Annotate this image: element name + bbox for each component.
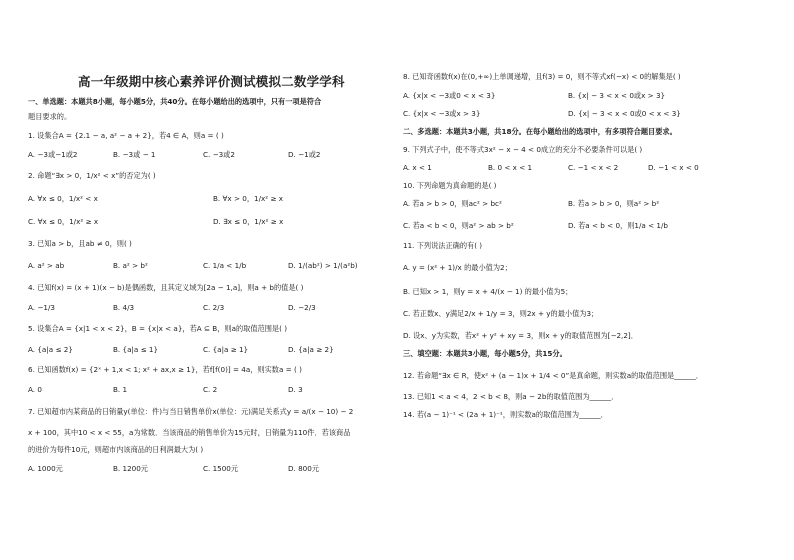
q9-option-a: A. x < 1 xyxy=(403,163,432,172)
q5-option-d: D. {a|a ≥ 2} xyxy=(288,345,334,354)
q6-option-a: A. 0 xyxy=(28,385,42,394)
q11-option-d: D. 设x、y为实数，若x² + y² + xy = 3，则x + y的取值范围为[−2,2]． xyxy=(403,331,638,340)
q5-option-b: B. {a|a ≤ 1} xyxy=(113,345,159,354)
q9-option-c: C. −1 < x < 2 xyxy=(568,163,619,172)
q1-option-a: A. −3或−1或2 xyxy=(28,150,78,159)
q9-option-b: B. 0 < x < 1 xyxy=(488,163,533,172)
q6-option-d: D. 3 xyxy=(288,385,303,394)
question-11: 11. 下列说法正确的有( ) xyxy=(403,241,483,250)
q3-option-d: D. 1/(ab²) > 1/(a²b) xyxy=(288,261,358,270)
question-8: 8. 已知奇函数f(x)在(0,+∞)上单调递增，且f(3) = 0，则不等式xf(−x) < 0的解集是( ) xyxy=(403,72,681,81)
q7-option-b: B. 1200元 xyxy=(113,464,148,473)
q2-option-b: B. ∀x > 0，1/x² ≥ x xyxy=(213,194,283,203)
q11-option-c: C. 若正数x、y满足2/x + 1/y = 3，则2x + y的最小值为3； xyxy=(403,309,599,318)
q11-option-a: A. y = (x² + 1)/x 的最小值为2； xyxy=(403,263,512,272)
question-7-line-3: 的进价为每件10元，则超市内该商品的日利润最大为( ) xyxy=(28,445,204,454)
section-1-heading-cont: 题目要求的。 xyxy=(28,112,72,121)
question-2: 2. 命题“∃x > 0，1/x² < x”的否定为( ) xyxy=(28,171,156,180)
question-5: 5. 设集合A = {x|1 < x < 2}，B = {x|x < a}，若A ⊆ B，则a的取值范围是( ) xyxy=(28,324,288,333)
q4-option-c: C. 2/3 xyxy=(203,303,225,312)
q8-option-c: C. {x|x < −3或x > 3} xyxy=(403,109,481,118)
q6-option-c: C. 2 xyxy=(203,385,218,394)
q10-option-b: B. 若a > b > 0，则a² > b² xyxy=(568,199,660,208)
question-6: 6. 已知函数f(x) = {2ˣ + 1,x < 1; x² + ax,x ≥ 1}，若f[f(0)] = 4a，则实数a = ( ) xyxy=(28,365,302,374)
q3-option-a: A. a² > ab xyxy=(28,261,65,270)
q1-option-b: B. −3或 − 1 xyxy=(113,150,156,159)
q7-option-c: C. 1500元 xyxy=(203,464,239,473)
q11-option-b: B. 已知x > 1，则y = x + 4/(x − 1) 的最小值为5； xyxy=(403,287,573,296)
question-13: 13. 已知1 < a < 4，2 < b < 8，则a − 2b的取值范围为______． xyxy=(403,392,619,401)
q5-option-c: C. {a|a ≥ 1} xyxy=(203,345,249,354)
q4-option-d: D. −2/3 xyxy=(288,303,316,312)
q4-option-b: B. 4/3 xyxy=(113,303,135,312)
section-2-heading: 二、多选题：本题共3小题，共18分。在每小题给出的选项中，有多项符合题目要求。 xyxy=(403,127,677,136)
q7-option-a: A. 1000元 xyxy=(28,464,63,473)
question-10: 10. 下列命题为真命题的是( ) xyxy=(403,181,497,190)
question-12: 12. 若命题“∃x ∈ R，使x² + (a − 1)x + 1/4 < 0”是真命题，则实数a的取值范围是______． xyxy=(403,371,703,380)
q8-option-b: B. {x| − 3 < x < 0或x > 3} xyxy=(568,91,666,100)
question-7-line-2: x + 100，其中10 < x < 55，a为常数．当该商品的销售单价为15元时，日销量为110件．若该商品 xyxy=(28,428,351,437)
q9-option-d: D. −1 < x < 0 xyxy=(648,163,699,172)
q2-option-c: C. ∀x ≤ 0，1/x² ≥ x xyxy=(28,217,99,226)
q10-option-c: C. 若a < b < 0，则a² > ab > b² xyxy=(403,221,514,230)
q3-option-c: C. 1/a < 1/b xyxy=(203,261,247,270)
question-3: 3. 已知a > b，且ab ≠ 0，则( ) xyxy=(28,239,132,248)
q8-option-a: A. {x|x < −3或0 < x < 3} xyxy=(403,91,496,100)
question-14: 14. 若(a − 1)⁻¹ < (2a + 1)⁻¹，则实数a的取值范围为______． xyxy=(403,410,608,419)
q4-option-a: A. −1/3 xyxy=(28,303,55,312)
section-3-heading: 三、填空题：本题共3小题，每小题5分，共15分。 xyxy=(403,349,567,358)
q6-option-b: B. 1 xyxy=(113,385,128,394)
q2-option-a: A. ∀x ≤ 0，1/x² < x xyxy=(28,194,98,203)
q3-option-b: B. a² > b² xyxy=(113,261,148,270)
q2-option-d: D. ∃x ≤ 0，1/x² ≥ x xyxy=(213,217,284,226)
q10-option-a: A. 若a > b > 0，则ac² > bc² xyxy=(403,199,502,208)
q1-option-d: D. −1或2 xyxy=(288,150,321,159)
q5-option-a: A. {a|a ≤ 2} xyxy=(28,345,73,354)
question-9: 9. 下列式子中，使不等式3x² − x − 4 < 0成立的充分不必要条件可以是( ) xyxy=(403,145,643,154)
q7-option-d: D. 800元 xyxy=(288,464,320,473)
q10-option-d: D. 若a < b < 0，则1/a < 1/b xyxy=(568,221,668,230)
q8-option-d: D. {x| − 3 < x < 0或0 < x < 3} xyxy=(568,109,681,118)
q1-option-c: C. −3或2 xyxy=(203,150,235,159)
section-1-heading: 一、单选题：本题共8小题，每小题5分，共40分。在每小题给出的选项中，只有一项是符合 xyxy=(28,97,322,106)
question-1: 1. 设集合A = {2.1 − a, a² − a + 2}，若4 ∈ A，则a = ( ) xyxy=(28,131,224,140)
page-title: 高一年级期中核心素养评价测试模拟二数学学科 xyxy=(78,74,345,89)
question-7-line-1: 7. 已知超市内某商品的日销量y(单位：件)与当日销售单价x(单位：元)满足关系式y = a/(x − 10) − 2 xyxy=(28,407,354,416)
question-4: 4. 已知f(x) = (x + 1)(x − b)是偶函数，且其定义域为[2a − 1,a]，则a + b的值是( ) xyxy=(28,283,304,292)
